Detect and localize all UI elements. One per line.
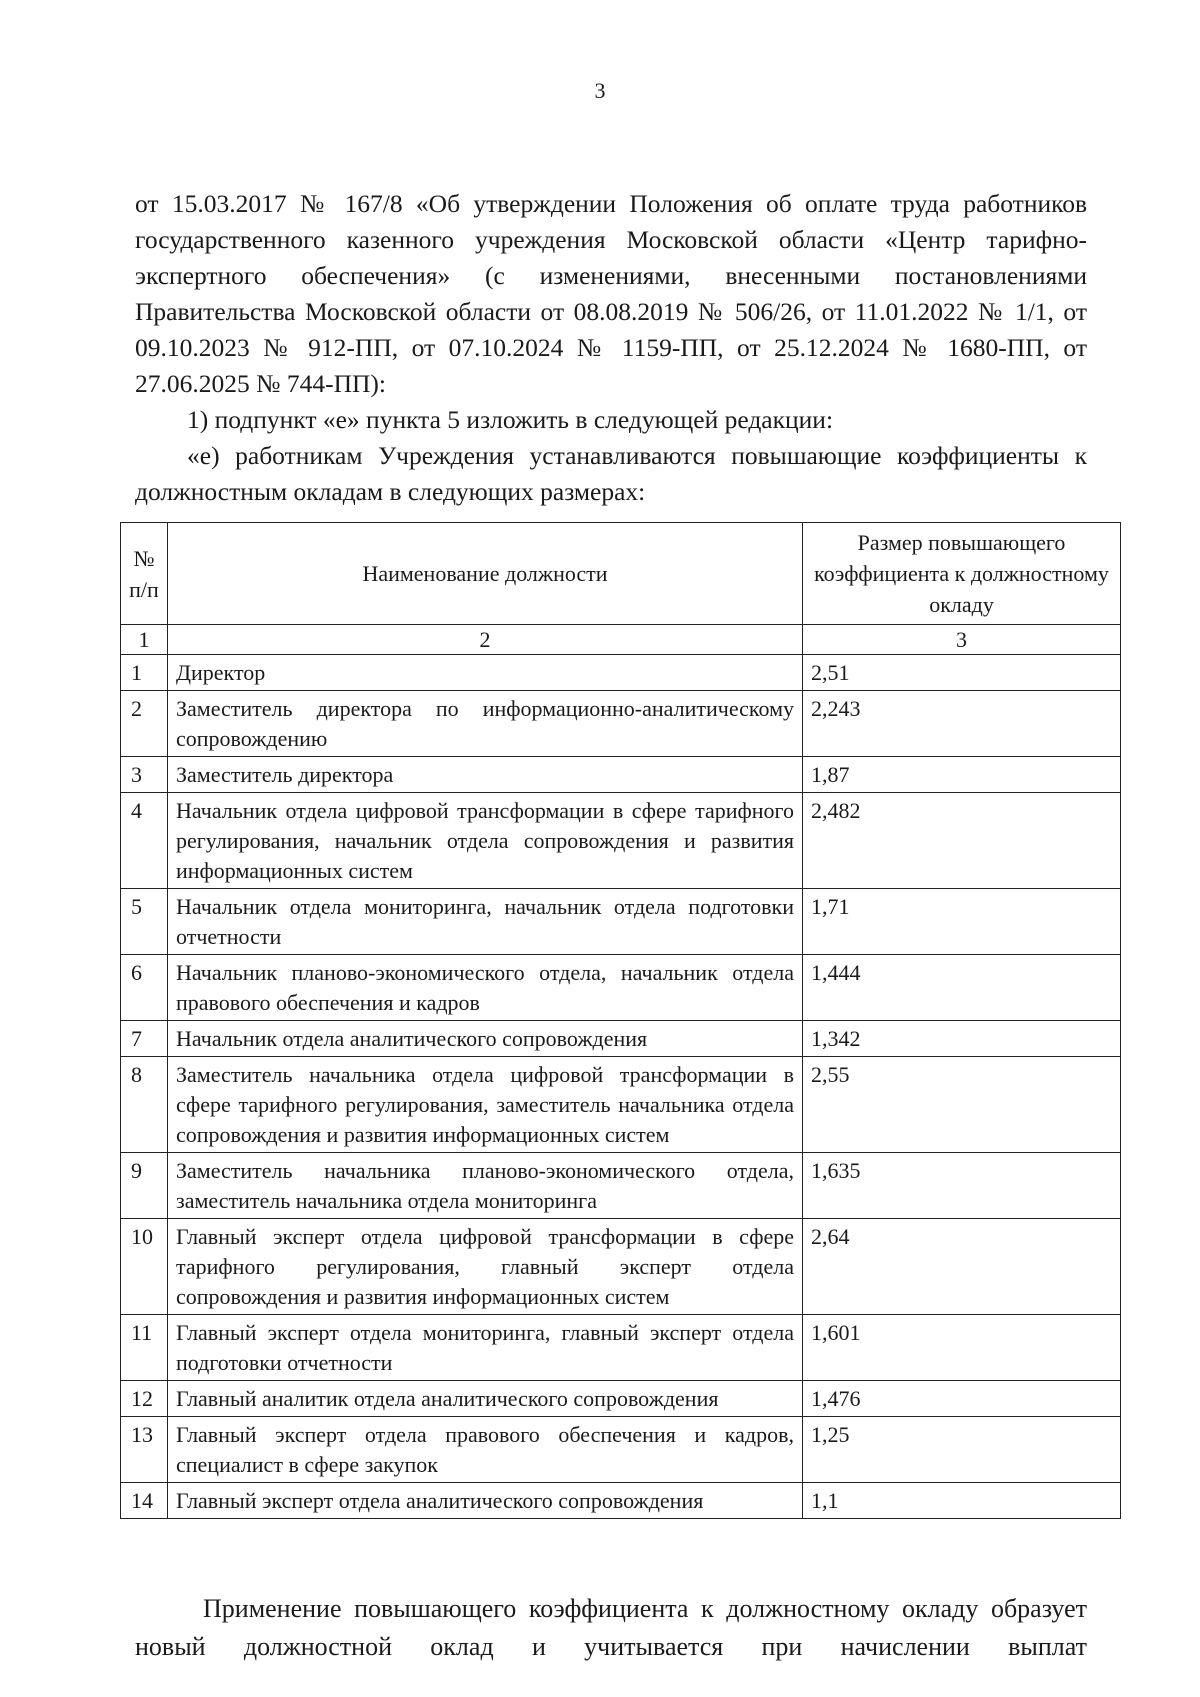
column-number-row — [121, 625, 1121, 655]
row-coefficient: 2,55 — [803, 1057, 1121, 1153]
row-coefficient: 1,87 — [803, 757, 1121, 793]
row-number: 8 — [121, 1057, 168, 1153]
row-number: 4 — [121, 793, 168, 889]
row-position-name: Начальник отдела цифровой трансформации в сфере тарифного регулирования, начальник отдела сопровождения и развития информационных систем — [168, 793, 803, 889]
row-position-name: Заместитель начальника планово-экономического отдела, заместитель начальника отдела мониторинга — [168, 1153, 803, 1219]
table-row — [121, 1021, 1121, 1057]
row-number: 11 — [121, 1315, 168, 1381]
table-row — [121, 1381, 1121, 1417]
row-number: 9 — [121, 1153, 168, 1219]
row-coefficient: 1,444 — [803, 955, 1121, 1021]
outro-text: Применение повышающего коэффициента к должностному окладу образует новый должностной оклад и учитывается при начислении выплат — [135, 1594, 1087, 1661]
row-position-name: Главный эксперт отдела мониторинга, главный эксперт отдела подготовки отчетности — [168, 1315, 803, 1381]
header-number: № п/п — [121, 523, 168, 625]
row-number: 14 — [121, 1483, 168, 1519]
row-number: 3 — [121, 757, 168, 793]
intro-item-2: «е) работникам Учреждения устанавливаются повышающие коэффициенты к должностным окладам в следующих размерах: — [135, 441, 1087, 506]
row-position-name: Главный эксперт отдела правового обеспечения и кадров, специалист в сфере закупок — [168, 1417, 803, 1483]
row-number: 1 — [121, 655, 168, 691]
row-position-name: Заместитель начальника отдела цифровой трансформации в сфере тарифного регулирования, заместитель начальника отдела сопровождения и развития информационных систем — [168, 1057, 803, 1153]
row-coefficient: 2,64 — [803, 1219, 1121, 1315]
table-row — [121, 1315, 1121, 1381]
row-coefficient: 1,25 — [803, 1417, 1121, 1483]
row-coefficient: 1,342 — [803, 1021, 1121, 1057]
table-row — [121, 655, 1121, 691]
row-number: 10 — [121, 1219, 168, 1315]
table-row — [121, 691, 1121, 757]
table-row — [121, 1417, 1121, 1483]
row-number: 2 — [121, 691, 168, 757]
row-number: 6 — [121, 955, 168, 1021]
row-position-name: Начальник планово-экономического отдела, начальник отдела правового обеспечения и кадров — [168, 955, 803, 1021]
coefficients-table-wrap — [120, 522, 1120, 1519]
table-row — [121, 1153, 1121, 1219]
row-coefficient: 1,71 — [803, 889, 1121, 955]
page-number: 3 — [594, 78, 606, 103]
row-position-name: Начальник отдела мониторинга, начальник отдела подготовки отчетности — [168, 889, 803, 955]
row-number: 5 — [121, 889, 168, 955]
row-position-name: Главный эксперт отдела цифровой трансформации в сфере тарифного регулирования, главный эксперт отдела сопровождения и развития информационных систем — [168, 1219, 803, 1315]
table-header-row — [121, 523, 1121, 625]
intro-text — [135, 186, 1087, 510]
row-coefficient: 1,476 — [803, 1381, 1121, 1417]
row-number: 13 — [121, 1417, 168, 1483]
coefficients-table — [120, 522, 1121, 1519]
column-number: 2 — [168, 625, 803, 655]
row-position-name: Главный эксперт отдела аналитического сопровождения — [168, 1483, 803, 1519]
table-row — [121, 1219, 1121, 1315]
row-coefficient: 2,482 — [803, 793, 1121, 889]
table-row — [121, 1057, 1121, 1153]
row-number: 12 — [121, 1381, 168, 1417]
row-position-name: Начальник отдела аналитического сопровождения — [168, 1021, 803, 1057]
table-row — [121, 955, 1121, 1021]
table-row — [121, 793, 1121, 889]
intro-item-1: 1) подпункт «е» пункта 5 изложить в следующей редакции: — [187, 405, 834, 434]
table-row — [121, 757, 1121, 793]
row-position-name: Главный аналитик отдела аналитического сопровождения — [168, 1381, 803, 1417]
row-coefficient: 1,601 — [803, 1315, 1121, 1381]
row-coefficient: 2,51 — [803, 655, 1121, 691]
column-number: 1 — [121, 625, 168, 655]
row-number: 7 — [121, 1021, 168, 1057]
row-coefficient: 1,635 — [803, 1153, 1121, 1219]
table-row — [121, 889, 1121, 955]
row-coefficient: 1,1 — [803, 1483, 1121, 1519]
row-position-name: Заместитель директора — [168, 757, 803, 793]
header-coefficient: Размер повышающего коэффициента к должностному окладу — [803, 523, 1121, 625]
row-coefficient: 2,243 — [803, 691, 1121, 757]
intro-paragraph: от 15.03.2017 № 167/8 «Об утверждении Положения об оплате труда работников государственного казенного учреждения Московской области «Центр тарифно-экспертного обеспечения» (с изменениями, внесенными постановлениями Правительства Московской области от 08.08.2019 № 506/26, от 11.01.2022 № 1/1, от 09.10.2023 № 912-ПП, от 07.10.2024 № 1159-ПП, от 25.12.2024 № 1680-ПП, от 27.06.2025 № 744-ПП): — [135, 189, 1087, 398]
row-position-name: Заместитель директора по информационно-аналитическому сопровождению — [168, 691, 803, 757]
header-position: Наименование должности — [168, 523, 803, 625]
table-row — [121, 1483, 1121, 1519]
column-number: 3 — [803, 625, 1121, 655]
row-position-name: Директор — [168, 655, 803, 691]
